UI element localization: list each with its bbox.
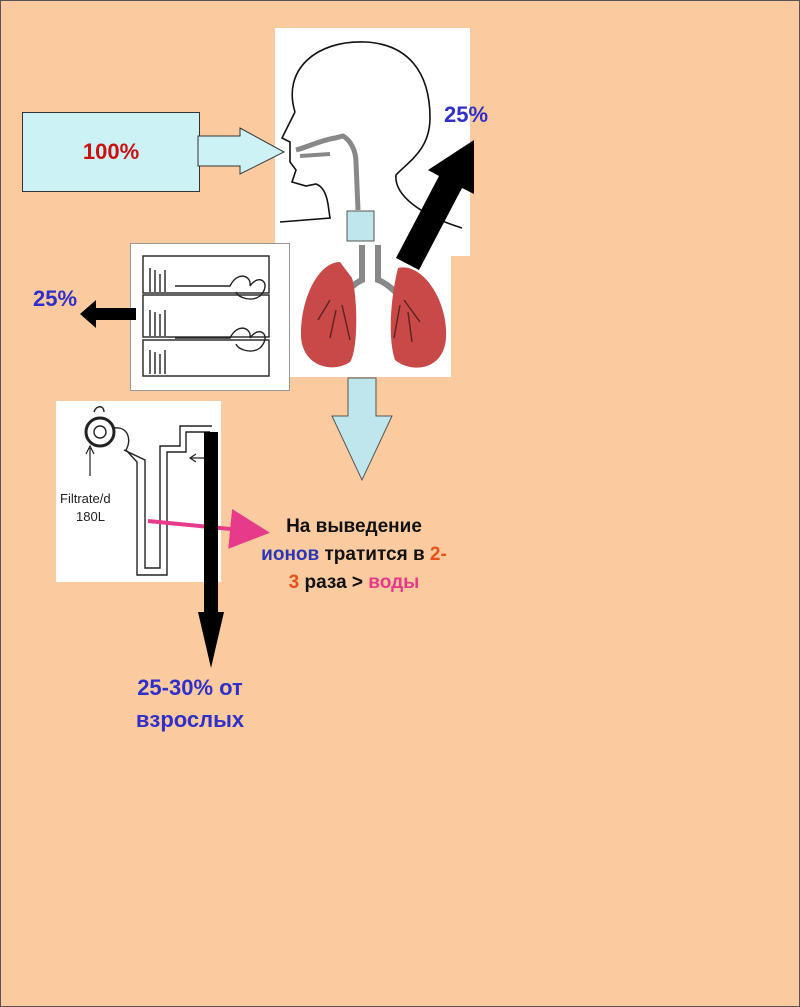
kidney-output-line1: 25-30% от — [137, 675, 243, 700]
lungs-icon — [301, 245, 446, 368]
trachea-bar — [347, 211, 374, 241]
note-ratio-b: 3 — [288, 572, 300, 593]
note-part-1: На выведение — [286, 516, 422, 537]
lungs-down-arrow — [332, 378, 392, 480]
intake-percent: 100% — [82, 139, 140, 164]
kidney-output-arrow — [198, 432, 224, 668]
sweat-gland-icon — [143, 256, 269, 376]
note-water: воды — [368, 572, 420, 593]
skin-output-arrow — [80, 300, 136, 328]
skin-output-percent: 25% — [33, 286, 78, 311]
lungs-output-arrow — [396, 140, 474, 270]
intake-arrow — [198, 128, 284, 174]
ion-excretion-note — [232, 513, 476, 597]
note-ratio-a: 2- — [429, 544, 447, 565]
kidney-output-label — [100, 672, 280, 736]
note-ions: ионов — [261, 544, 320, 565]
note-part-6: раза > — [299, 572, 369, 593]
filtrate-label: Filtrate/d — [60, 491, 111, 506]
lungs-output-percent: 25% — [444, 102, 489, 127]
filtrate-volume: 180L — [76, 509, 105, 524]
note-part-3: тратится в — [319, 544, 430, 565]
kidney-output-line2: взрослых — [135, 707, 245, 732]
